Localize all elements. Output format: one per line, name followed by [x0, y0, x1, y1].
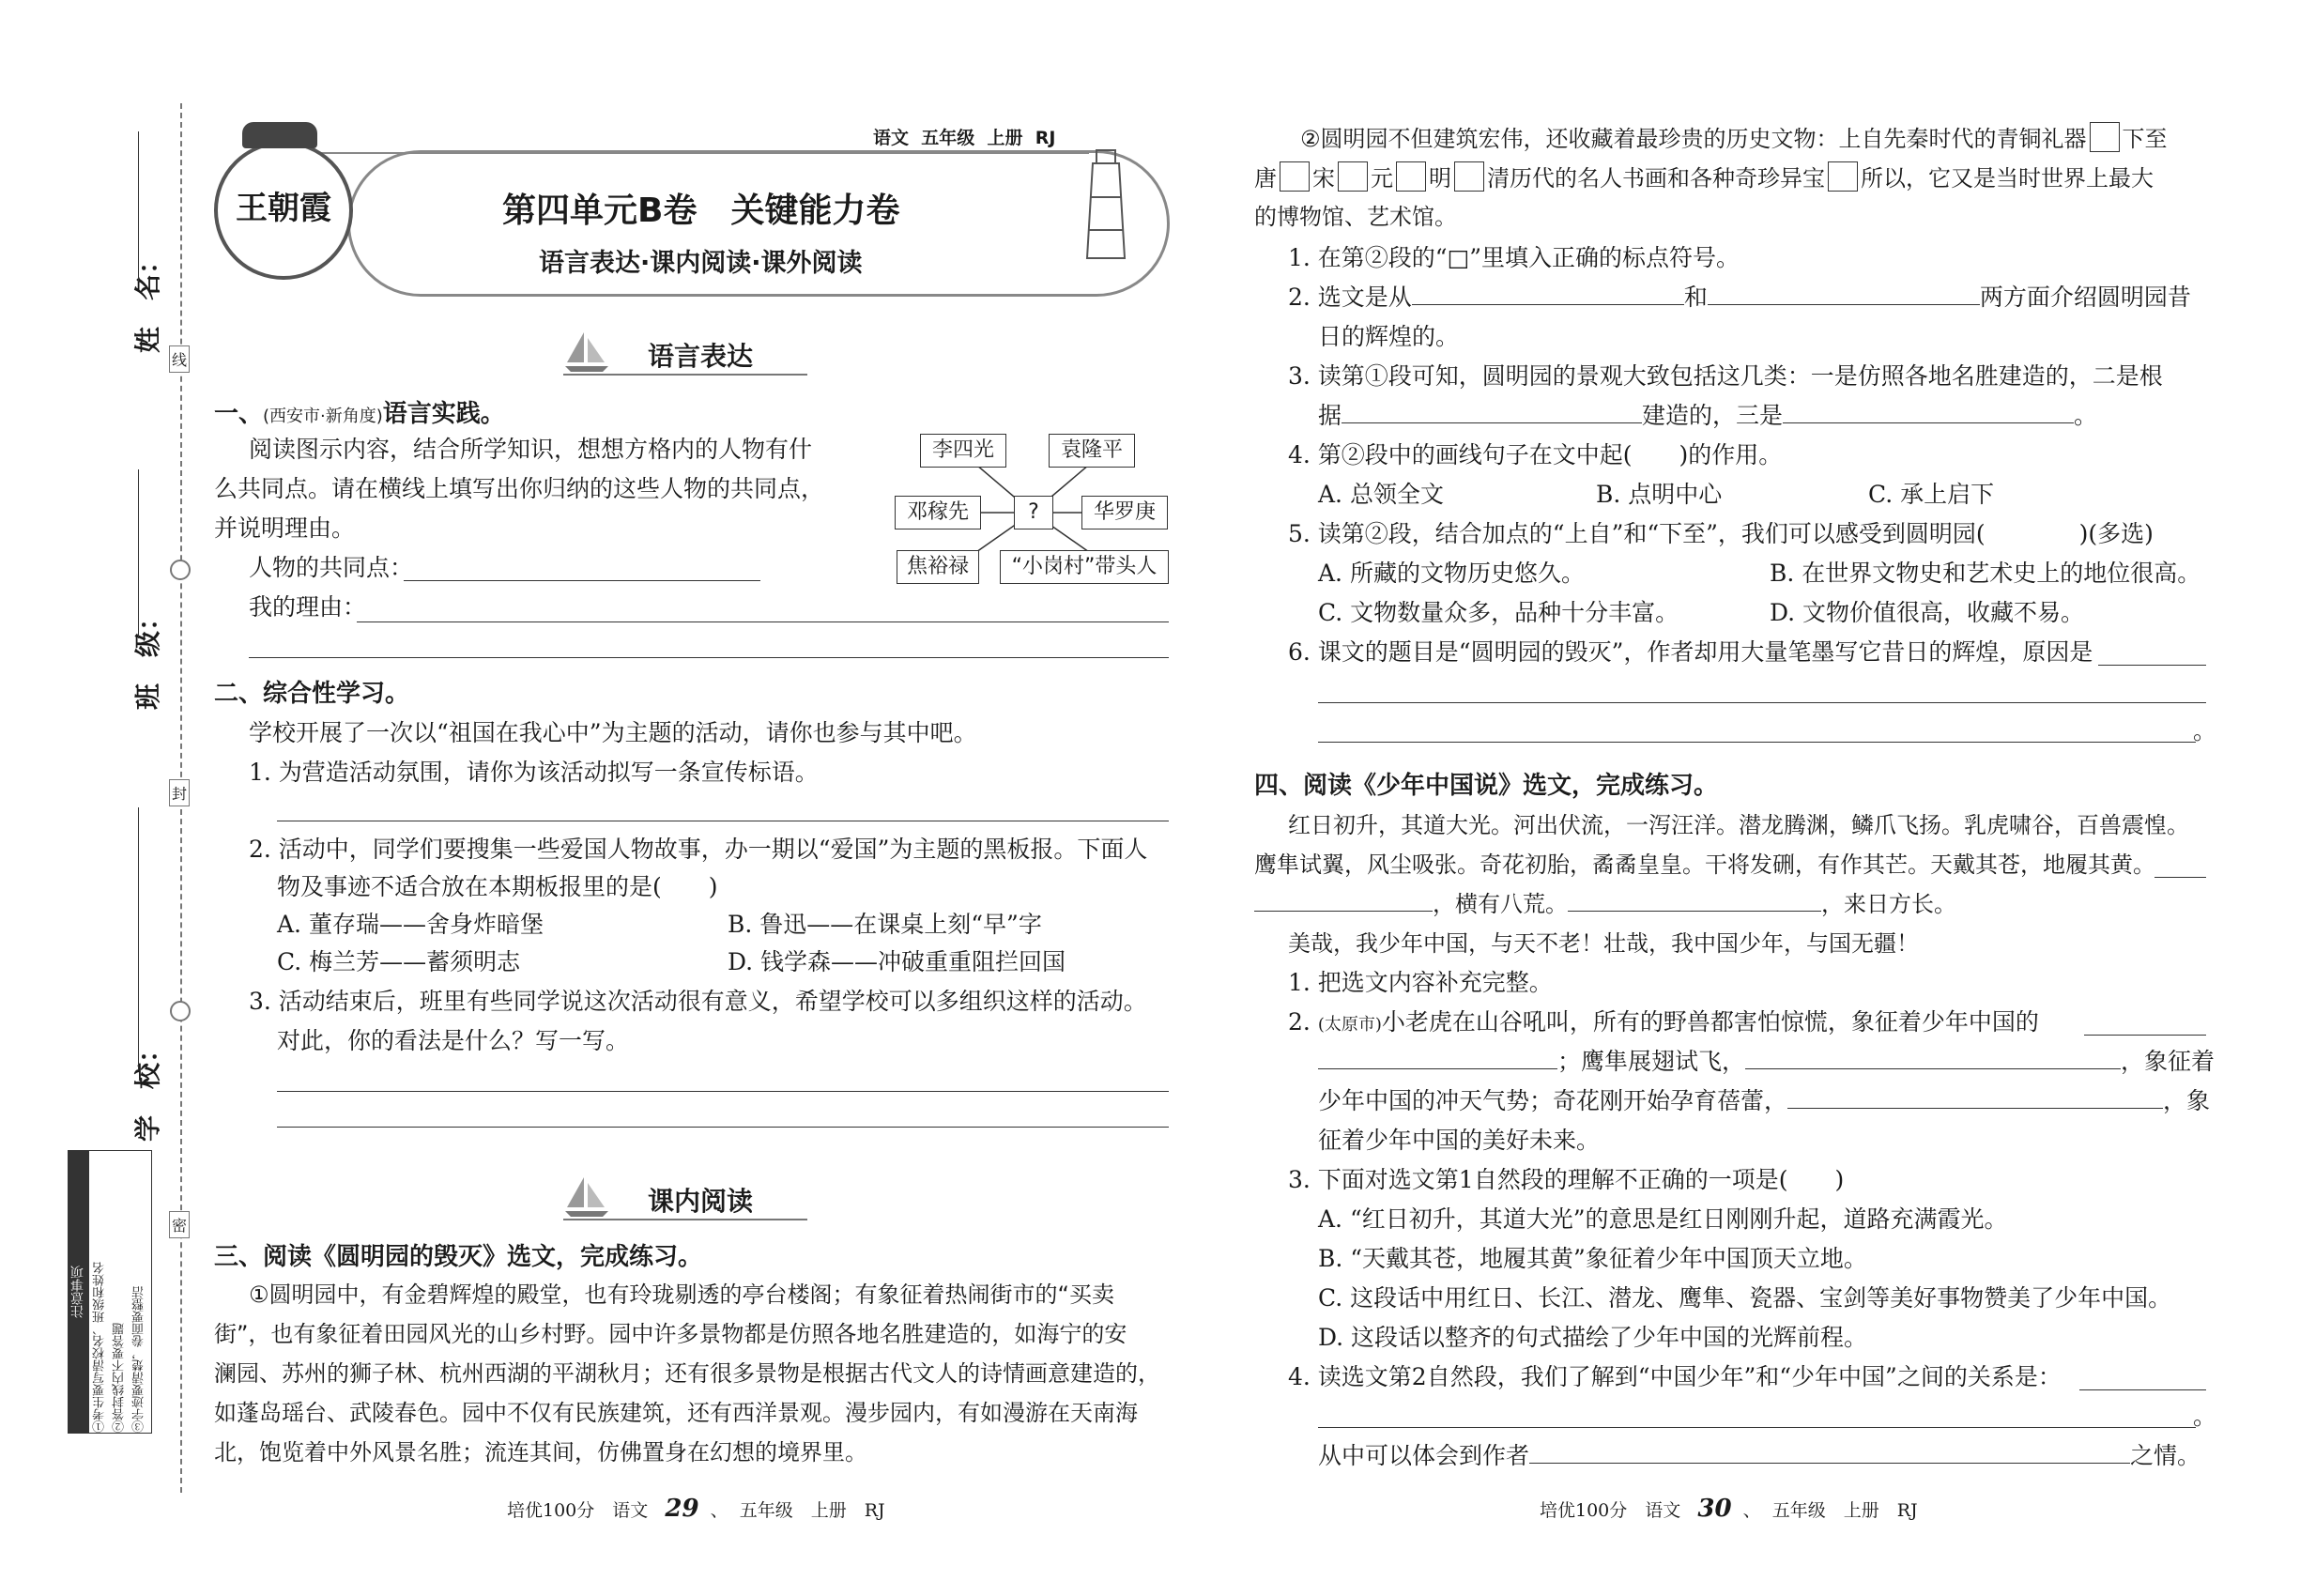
q4-p2: 美哉，我少年中国，与天不老！壮哉，我中国少年，与国无疆！ [1288, 930, 1919, 957]
q4-p1-line1: 红日初升，其道大光。河出伏流，一泻汪洋。潜龙腾渊，鳞爪飞扬。乳虎啸谷，百兽震惶。 [1288, 812, 2189, 838]
q1-common-label: 人物的共同点： [249, 554, 414, 581]
diagram-node-lisiguang: 李四光 [920, 434, 1006, 468]
name-field[interactable] [138, 131, 139, 282]
page-number-right: 30 [1697, 1495, 1732, 1523]
school-label: 学 校： [132, 1036, 164, 1143]
punct-box-1[interactable] [2090, 122, 2120, 152]
q4-s4b-blank[interactable] [1529, 1442, 2130, 1464]
q4-blank-3[interactable] [1568, 890, 1821, 912]
q2-s2b: 物及事迹不适合放在本期板报里的是( ) [277, 873, 718, 900]
q2-s2a: 2. 活动中，同学们要搜集一些爱国人物故事，办一期以“爱国”为主题的黑板报。下面人 [249, 836, 1148, 863]
notice-item-2: ②答封线内不要答题 [113, 1323, 127, 1433]
q3-s4-opt-c[interactable]: C. 承上启下 [1868, 481, 1995, 508]
q4-s4-end: 。 [2193, 1403, 2217, 1430]
cut-mark-1: 线 [169, 345, 190, 373]
q3-p1-line3: 澜园、苏州的狮子林、杭州西湖的平湖秋月；还有很多景物是根据古代文人的诗情画意建造的， [214, 1360, 1160, 1387]
q3-p1-line4: 如蓬岛瑶台、武陵春色。园中不仅有民族建筑，还有西洋景观。漫步园内，有如漫游在天南海 [214, 1400, 1138, 1426]
section-yuyan-underline [563, 374, 807, 376]
q3-p2-line3: 的博物馆、艺术馆。 [1254, 204, 1457, 230]
brand-name: 王朝霞 [236, 190, 331, 227]
q3-p2-line1: ②圆明园不但建筑宏伟，还收藏着最珍贵的历史文物：上自先秦时代的青铜礼器 下至 [1300, 122, 2168, 155]
q3-p1-line1: ①圆明园中，有金碧辉煌的殿堂，也有玲珑剔透的亭台楼阁；有象征着热闹街市的“买卖 [249, 1281, 1114, 1308]
punct-box-6[interactable] [1828, 161, 1858, 192]
binding-hole-2 [170, 1001, 191, 1021]
q4-s3-opt-d[interactable]: D. 这段话以整齐的句式描绘了少年中国的光辉前程。 [1318, 1324, 1868, 1351]
q4-s2-blank-1[interactable] [2084, 1035, 2206, 1036]
q3-s5-opt-c[interactable]: C. 文物数量众多，品种十分丰富。 [1318, 599, 1679, 626]
q4-s3-opt-c[interactable]: C. 这段话中用红日、长江、潜龙、鹰隼、瓷器、宝剑等美好事物赞美了少年中国。 [1318, 1284, 2172, 1312]
q2-s2-opt-b[interactable]: B. 鲁迅——在课桌上刻“早”字 [728, 911, 1042, 938]
q3-s4-opt-a[interactable]: A. 总领全文 [1318, 481, 1444, 508]
q4-s2-line3: 少年中国的冲天气势；奇花刚开始孕育蓓蕾， ，象 [1318, 1087, 2211, 1114]
name-label: 姓 名： [132, 247, 164, 354]
q3-s5: 5. 读第②段，结合加点的“上自”和“下至”，我们可以感受到圆明园( )(多选) [1288, 520, 2154, 547]
q4-s2-line4: 征着少年中国的美好未来。 [1318, 1127, 1601, 1154]
punct-box-4[interactable] [1396, 161, 1426, 192]
q2-s1: 1. 为营造活动氛围，请你为该活动拟写一条宣传标语。 [249, 759, 819, 786]
notice-title: 注意事项 [69, 1151, 89, 1433]
diagram-center[interactable]: ? [1014, 496, 1053, 529]
q3-s6: 6. 课文的题目是“圆明园的毁灭”，作者却用大量笔墨写它昔日的辉煌，原因是 [1288, 638, 2093, 666]
q1-intro-3: 并说明理由。 [214, 514, 356, 542]
class-field[interactable] [138, 469, 139, 638]
page-title: 第四单元B卷 关键能力卷 [502, 192, 900, 230]
class-label: 班 级： [132, 604, 164, 711]
diagram-node-dengjiaxian: 邓稼先 [895, 496, 981, 529]
q3-p2-line2: 唐 宋 元 明 清历代的名人书画和各种奇珍异宝 所以，它又是当时世界上最大 [1254, 161, 2154, 194]
q3-s3-line2: 据 建造的，三是 。 [1318, 402, 2098, 429]
section-kenei-underline [563, 1219, 807, 1220]
q4-blank-2[interactable] [1254, 890, 1433, 912]
q3-s6-answer-3[interactable] [1318, 742, 2196, 743]
notice-item-3: ③字迹要清楚，卷面要整洁 [132, 1286, 146, 1433]
diagram-node-jiaoyulu: 焦裕禄 [897, 550, 979, 584]
q2-title: 二、综合性学习。 [214, 680, 410, 708]
q3-s5-opt-d[interactable]: D. 文物价值很高，收藏不易。 [1770, 599, 2085, 626]
q4-s1: 1. 把选文内容补充完整。 [1288, 969, 1553, 996]
diagram-node-xiaogangcun: “小岗村”带头人 [1000, 550, 1169, 584]
q3-s6-answer-2[interactable] [1318, 702, 2206, 703]
q4-p1-line3: ，横有八荒。 ，来日方长。 [1254, 888, 1956, 920]
q2-s3-answer-2[interactable] [277, 1127, 1169, 1128]
section-kenei: 课内阅读 [648, 1186, 754, 1217]
q4-p1-line2: 鹰隼试翼，风尘吸张。奇花初胎，矞矞皇皇。干将发硎，有作其芒。天戴其苍，地履其黄。 [1254, 852, 2155, 878]
q1-title: 一、(西安市·新角度)语言实践。 [214, 400, 505, 428]
q4-s2-line2: ；鹰隼展翅试飞， ，象征着 [1318, 1046, 2215, 1078]
q3-title: 三、阅读《圆明园的毁灭》选文，完成练习。 [214, 1243, 703, 1271]
punct-box-5[interactable] [1454, 161, 1484, 192]
q4-s3-opt-a[interactable]: A. “红日初升，其道大光”的意思是红日刚刚升起，道路充满霞光。 [1318, 1205, 2008, 1233]
q3-p1-line2: 街”，也有象征着田园风光的山乡村野。园中许多景物都是仿照各地名胜建造的，如海宁的安 [214, 1321, 1127, 1347]
punct-box-2[interactable] [1280, 161, 1310, 192]
footer-right: 培优100分 语文 30 、 五年级 上册 RJ [1540, 1495, 1918, 1523]
q2-s2-opt-c[interactable]: C. 梅兰芳——蓄须明志 [277, 948, 521, 975]
q3-s5-opt-a[interactable]: A. 所藏的文物历史悠久。 [1318, 560, 1585, 587]
notice-item-1: ①考生要写清校名、班级和姓名 [93, 1262, 107, 1433]
q1-intro-2: 么共同点。请在横线上填写出你归纳的这些人物的共同点， [214, 475, 825, 502]
diagram-node-yuanlongping: 袁隆平 [1049, 434, 1135, 468]
q4-blank-1[interactable] [2154, 877, 2206, 878]
school-field[interactable] [138, 807, 139, 1070]
q3-s6-answer-1[interactable] [2098, 665, 2206, 666]
q4-s4: 4. 读选文第2自然段，我们了解到“中国少年”和“少年中国”之间的关系是： [1288, 1363, 2062, 1390]
q2-s2-opt-a[interactable]: A. 董存瑞——舍身炸暗堡 [277, 911, 544, 938]
notice-box [68, 1150, 152, 1434]
header-meta: 语文 五年级 上册 RJ [873, 128, 1056, 148]
punct-box-3[interactable] [1338, 161, 1368, 192]
q2-s3-answer-1[interactable] [277, 1091, 1169, 1092]
q1-intro-1: 阅读图示内容，结合所学知识，想想方格内的人物有什 [249, 436, 813, 463]
q3-s2: 2. 选文是从 和 两方面介绍圆明园昔 [1288, 284, 2191, 311]
q3-s2d: 日的辉煌的。 [1318, 323, 1460, 350]
sailboat-icon-2 [563, 1175, 610, 1221]
q4-s4-blank-2[interactable] [1318, 1427, 2196, 1428]
q3-s4-opt-b[interactable]: B. 点明中心 [1596, 481, 1723, 508]
q4-s2-line1: 2. (太原市)小老虎在山谷吼叫，所有的野兽都害怕惊慌，象征着少年中国的 [1288, 1008, 2039, 1036]
sailboat-icon [563, 330, 610, 376]
q2-s3b: 对此，你的看法是什么？写一写。 [277, 1027, 630, 1054]
q2-intro: 学校开展了一次以“祖国在我心中”为主题的活动，请你也参与其中吧。 [249, 719, 977, 746]
lighthouse-icon [1080, 141, 1132, 263]
q4-s4b-line: 从中可以体会到作者 之情。 [1318, 1442, 2201, 1469]
cut-mark-3: 密 [169, 1211, 190, 1238]
q4-title: 四、阅读《少年中国说》选文，完成练习。 [1254, 772, 1719, 800]
q3-s5-opt-b[interactable]: B. 在世界文物史和艺术史上的地位很高。 [1770, 560, 2201, 587]
brand-crown [242, 122, 317, 148]
q3-p1-line5: 北，饱览着中外风景名胜；流连其间，仿佛置身在幻想的境界里。 [214, 1439, 867, 1466]
q1-reason-label: 我的理由： [249, 593, 367, 621]
q3-s6-end: 。 [2193, 717, 2217, 744]
section-yuyan: 语言表达 [648, 341, 754, 372]
footer-left: 培优100分 语文 29 、 五年级 上册 RJ [507, 1495, 885, 1523]
q2-s3a: 3. 活动结束后，班里有些同学说这次活动很有意义，希望学校可以多组织这样的活动。 [249, 988, 1147, 1015]
binding-hole-1 [170, 560, 191, 580]
q4-s3: 3. 下面对选文第1自然段的理解不正确的一项是( ) [1288, 1166, 1845, 1193]
q4-s3-opt-b[interactable]: B. “天戴其苍，地履其黄”象征着少年中国顶天立地。 [1318, 1245, 1867, 1272]
page-subtitle: 语言表达·课内阅读·课外阅读 [539, 249, 863, 278]
q3-s4: 4. 第②段中的画线句子在文中起( )的作用。 [1288, 441, 1783, 468]
q3-s1: 1. 在第②段的“□”里填入正确的标点符号。 [1288, 244, 1740, 271]
q1-common-answer[interactable] [404, 580, 760, 581]
brand-logo [214, 141, 353, 280]
diagram-node-hualuogeng: 华罗庚 [1081, 496, 1168, 529]
q1-reason-answer-2[interactable] [249, 657, 1169, 658]
q2-s2-opt-d[interactable]: D. 钱学森——冲破重重阻拦回国 [728, 948, 1066, 975]
page-number-left: 29 [665, 1495, 699, 1523]
q3-s3a: 3. 读第①段可知，圆明园的景观大致包括这几类：一是仿照各地名胜建造的，二是根 [1288, 362, 2163, 390]
q4-s4-blank-1[interactable] [2079, 1389, 2206, 1390]
cut-mark-2: 封 [169, 779, 190, 806]
